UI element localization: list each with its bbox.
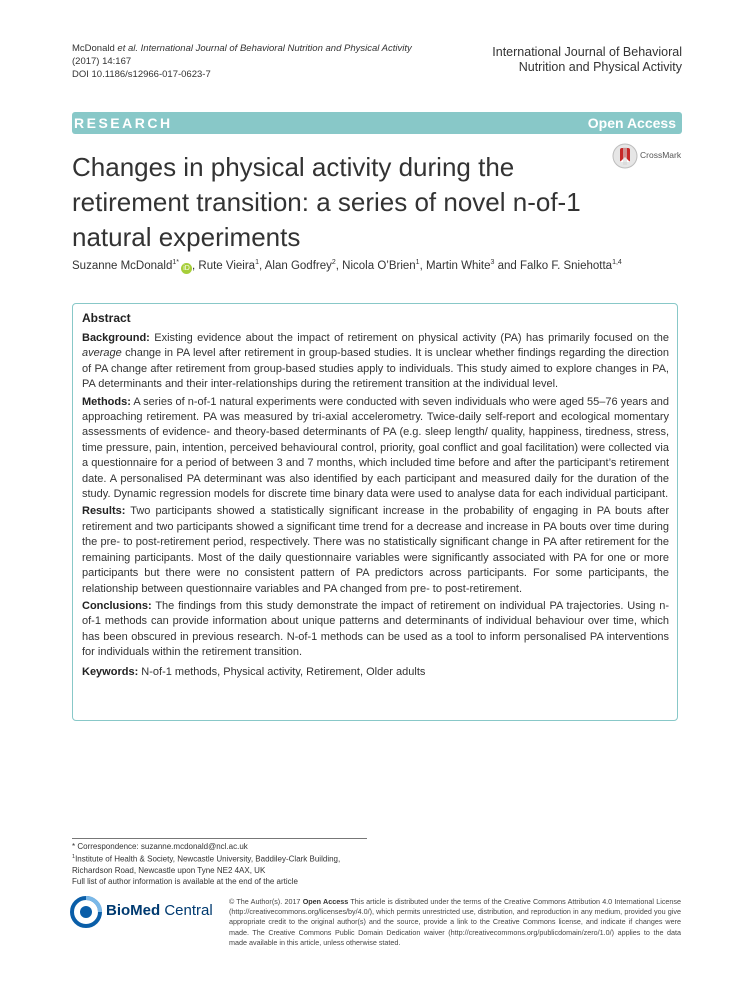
correspondence: * Correspondence: suzanne.mcdonald@ncl.ac.uk <box>72 842 248 851</box>
article-title: Changes in physical activity during the retirement transition: a series of novel n-of-1 natural experiments <box>72 152 581 252</box>
abstract-methods <box>82 395 669 503</box>
author-affiliation: 1 <box>255 259 259 266</box>
orcid-icon[interactable]: iD <box>181 263 192 274</box>
author-name: Falko F. Sniehotta <box>520 259 613 272</box>
author-separator: and <box>494 259 520 272</box>
abstract-keywords <box>82 665 669 680</box>
biomed-central-logo <box>70 896 220 928</box>
journal-name-line1: International Journal of Behavioral <box>492 45 682 59</box>
publisher-name-bold: BioMed <box>106 902 161 919</box>
author-separator: , <box>192 259 199 272</box>
background-emphasis: average <box>82 347 122 360</box>
citation-authors: McDonald <box>72 43 118 54</box>
affiliation-text: Institute of Health & Society, Newcastle University, Baddiley-Clark Building, <box>75 854 341 864</box>
author-info-note: Full list of author information is available at the end of the article <box>72 876 298 886</box>
license-body: This article is distributed under the terms of the Creative Commons Attribution 4.0 International License (http://creativecommons.org/licenses/by/4.0/), which permits unrestricted use, distribution, and reproduction in any medium, provided you give appropriate credit to the original author(s) and the source, provide a link to the Creative Commons license, and indicate if changes were made. The Creative Commons Public Domain Dedication waiver (http://creativecommons.org/publicdomain/zero/1.0/) applies to the data made available in this article, unless otherwise stated. <box>229 897 682 947</box>
author-name: Rute Vieira <box>198 259 256 272</box>
author-affiliation: 1 <box>415 259 420 266</box>
biomed-central-icon <box>70 896 102 928</box>
background-text-pre: Existing evidence about the impact of retirement on physical activity (PA) has primarily focused on the <box>149 332 669 344</box>
author-list <box>72 259 622 274</box>
crossmark-badge[interactable] <box>612 143 687 169</box>
author-affiliation: 1* <box>172 259 179 266</box>
conclusions-text: The findings from this study demonstrate the impact of retirement on individual PA trajectories. Using n-of-1 methods can provide information about unique patterns and determinants of individual behaviour over time, which has been obscured in previous research. N-of-1 methods can be used as a tool to inform personalised PA interventions for individuals within the retirement transition. <box>82 599 669 659</box>
abstract-background <box>82 331 669 393</box>
author-name: Suzanne McDonald <box>72 259 173 272</box>
crossmark-icon <box>612 143 638 169</box>
footnote-divider <box>72 838 367 839</box>
author-name: Nicola O’Brien <box>342 259 416 272</box>
abstract-conclusions <box>82 599 669 661</box>
background-text-post: change in PA level after retirement in group-based studies. It is unclear whether findings regarding the direction of PA change after retirement from group-based studies apply to individuals. This study aimed to explore changes in PA, PA determinants and their inter-relationships during the retirement transition at the individual level. <box>82 347 669 391</box>
citation-line <box>72 42 412 55</box>
author-separator: , <box>258 259 265 272</box>
author-affiliation: 2 <box>331 259 336 266</box>
affiliation-line1 <box>72 852 340 865</box>
license-open-access: Open Access <box>302 897 349 906</box>
results-text: Two participants showed a statistically significant increase in the probability of engaging in PA bouts after retirement and two participants showed a significant time trend for a decrease and increase in PA bouts over time during the pre- to post-retirement period, respectively. There was no statistically significant change in PA after retirement for the remaining participants. Most of the daily questionnaire variables were significantly associated with PA for one or more participants but there were no consistent pattern of PA predictors across participants. For some participants, the relationship between questionnaire variables and PA changed from pre- to post-retirement. <box>82 505 669 595</box>
affiliation-number: 1 <box>72 854 76 860</box>
license-text <box>229 897 681 948</box>
author-name: Alan Godfrey <box>264 259 332 272</box>
license-prefix: © The Author(s). 2017 <box>229 897 303 906</box>
methods-text: A series of n-of-1 natural experiments were conducted with seven individuals who were aged 55–76 years and approaching retirement. PA was measured by tri-axial accelerometry. Twice-daily self-report and ecological momentary assessments of evidence- and theory-based determinants of PA (e.g. sleep length/ quality, happiness, tiredness, stress, time pressure, pain, intention, perceived behavioural control, priority, goal conflict and goal facilitation) were collected via a questionnaire for a period of between 3 and 7 months, which included time before and after the participant’s retirement date. A personalised PA determinant was also identified by each participant and measured daily for the duration of the study. Dynamic regression models for discrete time binary data were used to analyse data for each individual participant. <box>82 395 669 501</box>
affiliation-line2: Richardson Road, Newcastle upon Tyne NE2 4AX, UK <box>72 865 266 875</box>
citation-header <box>72 42 412 81</box>
section-label: RESEARCH <box>74 115 173 131</box>
methods-label: Methods: <box>82 395 131 408</box>
conclusions-label: Conclusions: <box>82 599 152 612</box>
section-bar <box>72 112 682 134</box>
author-name: Martin White <box>425 259 491 272</box>
abstract-results <box>82 504 669 596</box>
crossmark-label: CrossMark <box>640 150 682 160</box>
open-access-label: Open Access <box>587 115 676 131</box>
keywords-text: N-of-1 methods, Physical activity, Retirement, Older adults <box>138 665 426 678</box>
citation-et-al: et al. <box>117 43 139 54</box>
publisher-name <box>106 902 213 919</box>
abstract-box <box>72 303 678 721</box>
citation-journal: International Journal of Behavioral Nutrition and Physical Activity <box>138 43 412 54</box>
author-separator: , <box>335 259 343 272</box>
journal-name-line2: Nutrition and Physical Activity <box>518 60 682 74</box>
keywords-label: Keywords: <box>82 665 139 678</box>
author-affiliation: 1,4 <box>612 259 622 266</box>
citation-doi: DOI 10.1186/s12966-017-0623-7 <box>72 69 211 80</box>
author-affiliation: 3 <box>490 259 495 266</box>
author-separator: , <box>419 259 426 272</box>
publisher-name-rest: Central <box>160 902 213 919</box>
results-label: Results: <box>82 505 126 518</box>
citation-volume: (2017) 14:167 <box>72 56 132 67</box>
background-label: Background: <box>82 332 150 344</box>
abstract-heading: Abstract <box>82 311 131 325</box>
footnotes <box>72 841 340 887</box>
journal-name <box>470 45 682 75</box>
